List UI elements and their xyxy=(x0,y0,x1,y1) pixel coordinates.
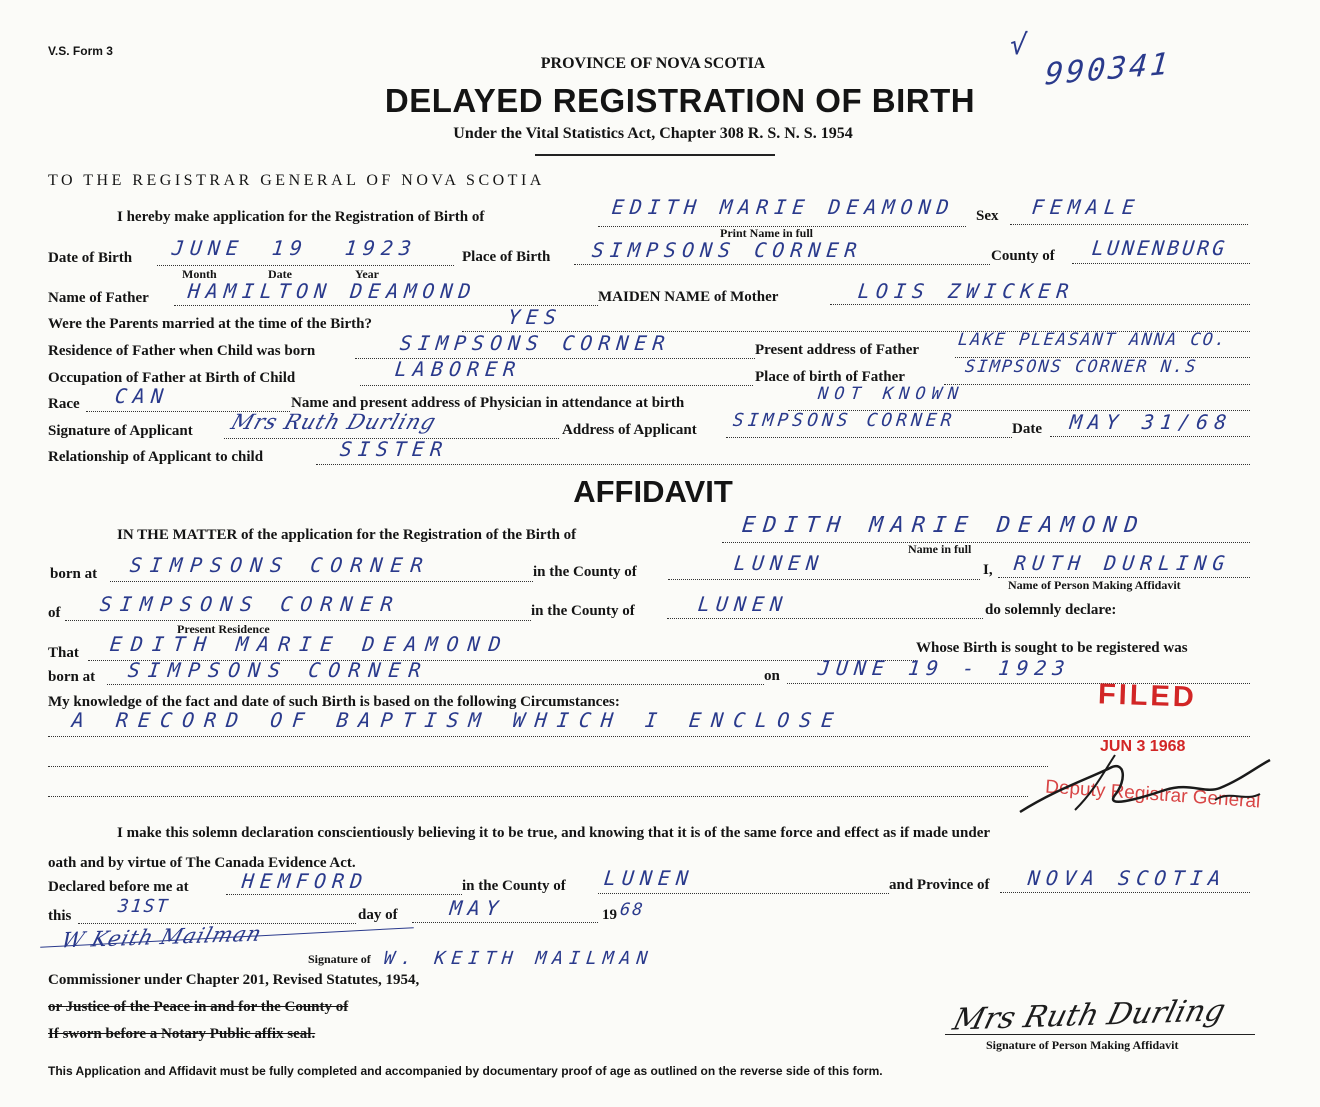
of-label: of xyxy=(48,605,61,621)
affiant-signature-label: Signature of Person Making Affidavit xyxy=(986,1038,1179,1052)
declaration-line-1: I make this solemn declaration conscientiously believing it to be true, and knowing that it is of the same force and effect as if made under xyxy=(117,825,991,841)
whose-birth-label: Whose Birth is sought to be registered was xyxy=(916,640,1188,656)
affiant-name-hint: Name of Person Making Affidavit xyxy=(1008,578,1181,592)
affiant-county-field[interactable]: LUNEN xyxy=(696,592,790,616)
commissioner-line: Commissioner under Chapter 201, Revised Statutes, 1954, xyxy=(48,972,420,988)
declared-county-label: in the County of xyxy=(462,878,566,894)
declared-province-field[interactable]: NOVA SCOTIA xyxy=(1026,866,1228,890)
place-label: Place of Birth xyxy=(462,249,551,265)
child-name-hint: Print Name in full xyxy=(720,226,813,240)
matter-label: IN THE MATTER of the application for the Registration of the Birth of xyxy=(117,527,577,543)
notary-line: If sworn before a Notary Public affix seal. xyxy=(48,1026,316,1042)
dob-day-field[interactable]: 19 xyxy=(270,236,310,260)
month-hint: Month xyxy=(182,267,217,281)
father-residence-label: Residence of Father when Child was born xyxy=(48,343,316,359)
date-label: Date xyxy=(1012,421,1042,437)
mother-name-field[interactable]: LOIS ZWICKER xyxy=(856,279,1076,303)
applicant-address-field[interactable]: SIMPSONS CORNER xyxy=(731,410,957,431)
signature-of-label: Signature of xyxy=(308,952,371,966)
residence-hint: Present Residence xyxy=(177,622,270,636)
registrar-signature-scrawl xyxy=(1015,750,1285,830)
document-title: DELAYED REGISTRATION OF BIRTH xyxy=(384,82,976,119)
married-field[interactable]: YES xyxy=(506,305,564,329)
year-field[interactable]: 68 xyxy=(618,900,646,920)
declared-at-field[interactable]: HEMFORD xyxy=(240,869,370,893)
province-heading: PROVINCE OF NOVA SCOTIA xyxy=(540,55,766,72)
province-label: and Province of xyxy=(889,877,990,893)
place-of-birth-field[interactable]: SIMPSONS CORNER xyxy=(590,238,864,262)
month-field[interactable]: MAY xyxy=(448,896,506,920)
race-field[interactable]: CAN xyxy=(113,384,171,408)
applicant-signature: Mrs Ruth Durling xyxy=(228,410,440,434)
i-label: I, xyxy=(983,562,993,578)
addressee-line: TO THE REGISTRAR GENERAL OF NOVA SCOTIA xyxy=(48,172,545,189)
occupation-field[interactable]: LABORER xyxy=(393,357,523,381)
relationship-field[interactable]: SISTER xyxy=(338,437,450,461)
filed-stamp: FILED xyxy=(1097,678,1198,714)
day-of-label: day of xyxy=(358,907,398,923)
declare-label: do solemnly declare: xyxy=(985,602,1117,618)
father-name-field[interactable]: HAMILTON DEAMOND xyxy=(186,279,478,303)
county2-label: in the County of xyxy=(531,603,635,619)
that-name-field[interactable]: EDITH MARIE DEAMOND xyxy=(108,632,512,656)
affiant-residence-field[interactable]: SIMPSONS CORNER xyxy=(98,592,402,616)
declared-county-field[interactable]: LUNEN xyxy=(602,866,696,890)
sex-field[interactable]: FEMALE xyxy=(1030,195,1142,219)
sex-label: Sex xyxy=(976,208,999,224)
married-label: Were the Parents married at the time of the Birth? xyxy=(48,316,372,332)
dob-label: Date of Birth xyxy=(48,250,133,266)
born-at2-field[interactable]: SIMPSONS CORNER xyxy=(126,658,430,682)
father-present-label: Present address of Father xyxy=(755,342,920,358)
check-mark: √ xyxy=(1008,28,1035,61)
filed-stamp-date: JUN 3 1968 xyxy=(1100,738,1186,755)
occupation-label: Occupation of Father at Birth of Child xyxy=(48,370,296,386)
applicant-signature-label: Signature of Applicant xyxy=(48,423,193,439)
affidavit-child-name-field[interactable]: EDITH MARIE DEAMOND xyxy=(740,513,1147,538)
name-in-full-hint: Name in full xyxy=(908,542,972,556)
father-birthplace-field[interactable]: SIMPSONS CORNER N.S xyxy=(963,357,1199,377)
application-date-field[interactable]: MAY 31/68 xyxy=(1068,410,1234,434)
dob-year-field[interactable]: 1923 xyxy=(343,236,419,260)
circumstances-field[interactable]: A RECORD OF BAPTISM WHICH I ENCLOSE xyxy=(70,708,845,732)
father-present-field[interactable]: LAKE PLEASANT ANNA CO. xyxy=(956,330,1229,350)
filed-stamp-role: Deputy Registrar General xyxy=(1044,776,1261,813)
physician-field[interactable]: NOT KNOWN xyxy=(816,384,966,404)
father-residence-field[interactable]: SIMPSONS CORNER xyxy=(398,331,672,355)
county-field[interactable]: LUNENBURG xyxy=(1090,236,1229,260)
day-field[interactable]: 31ST xyxy=(116,896,171,917)
affidavit-county-field[interactable]: LUNEN xyxy=(732,551,826,575)
physician-label: Name and present address of Physician in attendance at birth xyxy=(291,395,685,411)
race-label: Race xyxy=(48,396,80,412)
relationship-label: Relationship of Applicant to child xyxy=(48,449,264,465)
applicant-address-label: Address of Applicant xyxy=(562,422,697,438)
declared-label: Declared before me at xyxy=(48,879,189,895)
knowledge-label: My knowledge of the fact and date of such Birth is based on the following Circumstances: xyxy=(48,694,620,710)
born-at-label: born at xyxy=(50,566,98,582)
county-label-affidavit: in the County of xyxy=(533,564,637,580)
justice-line: or Justice of the Peace in and for the County of xyxy=(48,999,349,1015)
year-hint: Year xyxy=(355,267,379,281)
that-label: That xyxy=(48,645,79,661)
form-number: V.S. Form 3 xyxy=(48,44,113,58)
registration-number: 990341 xyxy=(1043,46,1173,93)
father-birthplace-label: Place of birth of Father xyxy=(755,369,905,385)
declaration-line-2: oath and by virtue of The Canada Evidence Act. xyxy=(48,855,356,871)
on-label: on xyxy=(764,668,780,684)
affidavit-heading: AFFIDAVIT xyxy=(573,474,733,509)
intro-label: I hereby make application for the Registration of Birth of xyxy=(117,209,485,225)
child-name-field[interactable]: EDITH MARIE DEAMOND xyxy=(610,195,957,219)
born-at2-label: born at xyxy=(48,669,96,685)
born-on-field[interactable]: JUNE 19 - 1923 xyxy=(816,656,1072,680)
title-rule xyxy=(535,154,775,156)
affiant-signature: Mrs Ruth Durling xyxy=(949,993,1229,1038)
affiant-name-field[interactable]: RUTH DURLING xyxy=(1012,551,1232,575)
dob-month-field[interactable]: JUNE xyxy=(170,236,246,260)
year-prefix: 19 xyxy=(602,907,617,923)
commissioner-signature: W Keith Mailman xyxy=(58,921,266,953)
county-label: County of xyxy=(991,248,1055,264)
document-subtitle: Under the Vital Statistics Act, Chapter 308 R. S. N. S. 1954 xyxy=(453,125,853,142)
date-hint: Date xyxy=(268,267,292,281)
this-label: this xyxy=(48,908,72,924)
mother-label: MAIDEN NAME of Mother xyxy=(598,289,779,305)
born-at-field[interactable]: SIMPSONS CORNER xyxy=(128,553,432,577)
father-label: Name of Father xyxy=(48,290,149,306)
commissioner-name: W. KEITH MAILMAN xyxy=(382,948,655,969)
footer-note: This Application and Affidavit must be fully completed and accompanied by documentary proof of age as outlined on the reverse side of this form. xyxy=(48,1064,883,1078)
